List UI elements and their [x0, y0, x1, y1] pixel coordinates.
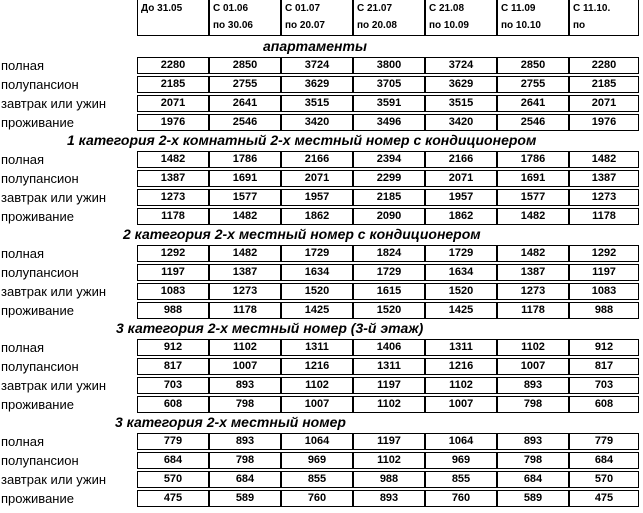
board-option-label: полная [1, 340, 45, 355]
price-cell: 1729 [281, 245, 353, 262]
price-cell: 684 [569, 452, 639, 469]
period-header-cell [137, 0, 209, 36]
price-cell: 3629 [281, 76, 353, 93]
price-cell: 893 [497, 377, 569, 394]
price-cell: 893 [497, 433, 569, 450]
price-cell: 2185 [137, 76, 209, 93]
board-option-label: завтрак или ужин [1, 472, 107, 487]
period-end-label: по 20.08 [357, 20, 397, 31]
price-cell: 1387 [497, 264, 569, 281]
price-cell: 779 [569, 433, 639, 450]
price-cell: 2546 [497, 114, 569, 131]
price-cell: 1311 [281, 339, 353, 356]
price-cell: 2090 [353, 208, 425, 225]
price-cell: 912 [137, 339, 209, 356]
price-cell: 988 [137, 302, 209, 319]
price-cell: 1482 [497, 208, 569, 225]
price-cell: 798 [497, 396, 569, 413]
price-cell: 684 [137, 452, 209, 469]
price-cell: 2394 [353, 151, 425, 168]
board-option-label: полная [1, 434, 45, 449]
price-cell: 3591 [353, 95, 425, 112]
price-cell: 988 [569, 302, 639, 319]
period-end-label: по 30.06 [213, 20, 253, 31]
board-option-label: полная [1, 152, 45, 167]
price-cell: 855 [425, 471, 497, 488]
price-cell: 779 [137, 433, 209, 450]
price-cell: 570 [569, 471, 639, 488]
price-cell: 2166 [281, 151, 353, 168]
price-cell: 3724 [425, 57, 497, 74]
price-cell: 2641 [497, 95, 569, 112]
price-cell: 1957 [281, 189, 353, 206]
price-cell: 3420 [425, 114, 497, 131]
price-cell: 1634 [425, 264, 497, 281]
board-option-label: полная [1, 58, 45, 73]
price-cell: 1292 [137, 245, 209, 262]
price-cell: 703 [569, 377, 639, 394]
price-cell: 1007 [425, 396, 497, 413]
price-cell: 817 [569, 358, 639, 375]
price-cell: 1387 [209, 264, 281, 281]
price-cell: 1482 [497, 245, 569, 262]
price-cell: 2071 [569, 95, 639, 112]
price-cell: 3515 [425, 95, 497, 112]
price-cell: 1786 [209, 151, 281, 168]
price-cell: 2641 [209, 95, 281, 112]
period-header-cell [569, 0, 639, 36]
price-cell: 1387 [137, 170, 209, 187]
price-cell: 1064 [425, 433, 497, 450]
period-start-label: С 21.08 [429, 3, 465, 14]
price-cell: 2850 [209, 57, 281, 74]
price-cell: 1178 [209, 302, 281, 319]
board-option-label: завтрак или ужин [1, 96, 107, 111]
board-option-label: полная [1, 246, 45, 261]
price-cell: 1577 [497, 189, 569, 206]
price-cell: 1273 [137, 189, 209, 206]
price-cell: 1425 [281, 302, 353, 319]
price-cell: 1102 [497, 339, 569, 356]
price-cell: 2185 [569, 76, 639, 93]
price-cell: 1862 [281, 208, 353, 225]
price-cell: 1007 [209, 358, 281, 375]
price-cell: 969 [281, 452, 353, 469]
period-start-label: С 11.10. [573, 3, 611, 14]
price-cell: 1482 [137, 151, 209, 168]
price-cell: 912 [569, 339, 639, 356]
period-header-cell [281, 0, 353, 36]
price-cell: 760 [281, 490, 353, 507]
board-option-label: проживание [1, 115, 74, 130]
room-category-title: 3 категория 2-х местный номер [115, 414, 346, 430]
period-header-cell [353, 0, 425, 36]
price-cell: 2299 [353, 170, 425, 187]
price-cell: 2166 [425, 151, 497, 168]
price-cell: 1064 [281, 433, 353, 450]
price-cell: 1691 [497, 170, 569, 187]
price-cell: 1520 [353, 302, 425, 319]
price-cell: 1273 [209, 283, 281, 300]
price-cell: 1634 [281, 264, 353, 281]
price-cell: 2280 [137, 57, 209, 74]
price-cell: 969 [425, 452, 497, 469]
board-option-label: полупансион [1, 171, 79, 186]
board-option-label: проживание [1, 303, 74, 318]
price-cell: 570 [137, 471, 209, 488]
price-cell: 3724 [281, 57, 353, 74]
price-cell: 1577 [209, 189, 281, 206]
price-cell: 893 [353, 490, 425, 507]
price-cell: 589 [497, 490, 569, 507]
price-cell: 1083 [137, 283, 209, 300]
price-cell: 1691 [209, 170, 281, 187]
price-cell: 1482 [209, 208, 281, 225]
board-option-label: проживание [1, 209, 74, 224]
price-cell: 798 [497, 452, 569, 469]
price-cell: 2850 [497, 57, 569, 74]
price-cell: 1615 [353, 283, 425, 300]
price-cell: 1007 [281, 396, 353, 413]
price-cell: 3629 [425, 76, 497, 93]
price-cell: 684 [209, 471, 281, 488]
price-cell: 1197 [353, 377, 425, 394]
board-option-label: завтрак или ужин [1, 284, 107, 299]
room-category-title: 3 категория 2-х местный номер (3-й этаж) [116, 320, 424, 336]
price-cell: 475 [137, 490, 209, 507]
price-cell: 1216 [281, 358, 353, 375]
price-cell: 1786 [497, 151, 569, 168]
price-cell: 1102 [353, 396, 425, 413]
price-cell: 1957 [425, 189, 497, 206]
price-cell: 1197 [569, 264, 639, 281]
price-cell: 1729 [425, 245, 497, 262]
price-cell: 1102 [425, 377, 497, 394]
price-cell: 1976 [137, 114, 209, 131]
period-header-cell [425, 0, 497, 36]
price-cell: 1178 [569, 208, 639, 225]
price-cell: 855 [281, 471, 353, 488]
price-cell: 1824 [353, 245, 425, 262]
price-cell: 3705 [353, 76, 425, 93]
price-cell: 893 [209, 433, 281, 450]
price-cell: 1102 [209, 339, 281, 356]
price-cell: 798 [209, 452, 281, 469]
price-cell: 1007 [497, 358, 569, 375]
room-category-title: апартаменты [263, 38, 367, 54]
board-option-label: полупансион [1, 265, 79, 280]
price-cell: 1102 [281, 377, 353, 394]
price-cell: 2546 [209, 114, 281, 131]
price-cell: 1311 [425, 339, 497, 356]
price-cell: 817 [137, 358, 209, 375]
price-cell: 1102 [353, 452, 425, 469]
price-cell: 2185 [353, 189, 425, 206]
board-option-label: полупансион [1, 453, 79, 468]
room-category-title: 2 категория 2-х местный номер с кондиционером [123, 226, 481, 242]
period-end-label: по 20.07 [285, 20, 325, 31]
board-option-label: проживание [1, 491, 74, 506]
price-cell: 1083 [569, 283, 639, 300]
price-cell: 608 [569, 396, 639, 413]
price-cell: 2071 [281, 170, 353, 187]
price-cell: 1178 [497, 302, 569, 319]
price-cell: 893 [209, 377, 281, 394]
room-category-title: 1 категория 2-х комнатный 2-х местный номер с кондиционером [67, 132, 537, 148]
price-cell: 2755 [497, 76, 569, 93]
board-option-label: полупансион [1, 77, 79, 92]
price-cell: 1729 [353, 264, 425, 281]
price-cell: 2071 [425, 170, 497, 187]
price-cell: 2071 [137, 95, 209, 112]
price-cell: 3800 [353, 57, 425, 74]
board-option-label: завтрак или ужин [1, 378, 107, 393]
price-cell: 798 [209, 396, 281, 413]
price-cell: 2280 [569, 57, 639, 74]
period-start-label: С 01.06 [213, 3, 249, 14]
price-cell: 1425 [425, 302, 497, 319]
price-cell: 1311 [353, 358, 425, 375]
price-cell: 1862 [425, 208, 497, 225]
price-cell: 1520 [281, 283, 353, 300]
price-cell: 1520 [425, 283, 497, 300]
period-start-label: С 21.07 [357, 3, 393, 14]
price-cell: 2755 [209, 76, 281, 93]
period-end-label: по 10.10 [501, 20, 541, 31]
price-cell: 1178 [137, 208, 209, 225]
price-cell: 1197 [137, 264, 209, 281]
price-cell: 1387 [569, 170, 639, 187]
period-header-cell [209, 0, 281, 36]
board-option-label: полупансион [1, 359, 79, 374]
price-cell: 1292 [569, 245, 639, 262]
board-option-label: проживание [1, 397, 74, 412]
price-cell: 3496 [353, 114, 425, 131]
period-start-label: С 01.07 [285, 3, 321, 14]
price-cell: 760 [425, 490, 497, 507]
period-header-cell [497, 0, 569, 36]
price-cell: 3420 [281, 114, 353, 131]
price-cell: 475 [569, 490, 639, 507]
price-cell: 1197 [353, 433, 425, 450]
board-option-label: завтрак или ужин [1, 190, 107, 205]
price-cell: 703 [137, 377, 209, 394]
price-cell: 589 [209, 490, 281, 507]
price-cell: 1406 [353, 339, 425, 356]
price-cell: 3515 [281, 95, 353, 112]
price-cell: 1273 [497, 283, 569, 300]
price-cell: 1976 [569, 114, 639, 131]
price-cell: 1216 [425, 358, 497, 375]
price-cell: 1482 [209, 245, 281, 262]
period-start-label: С 11.09 [501, 3, 536, 14]
price-cell: 684 [497, 471, 569, 488]
price-cell: 608 [137, 396, 209, 413]
price-cell: 988 [353, 471, 425, 488]
price-cell: 1482 [569, 151, 639, 168]
period-start-label: До 31.05 [141, 3, 183, 14]
price-cell: 1273 [569, 189, 639, 206]
period-end-label: по [573, 20, 586, 31]
period-end-label: по 10.09 [429, 20, 469, 31]
